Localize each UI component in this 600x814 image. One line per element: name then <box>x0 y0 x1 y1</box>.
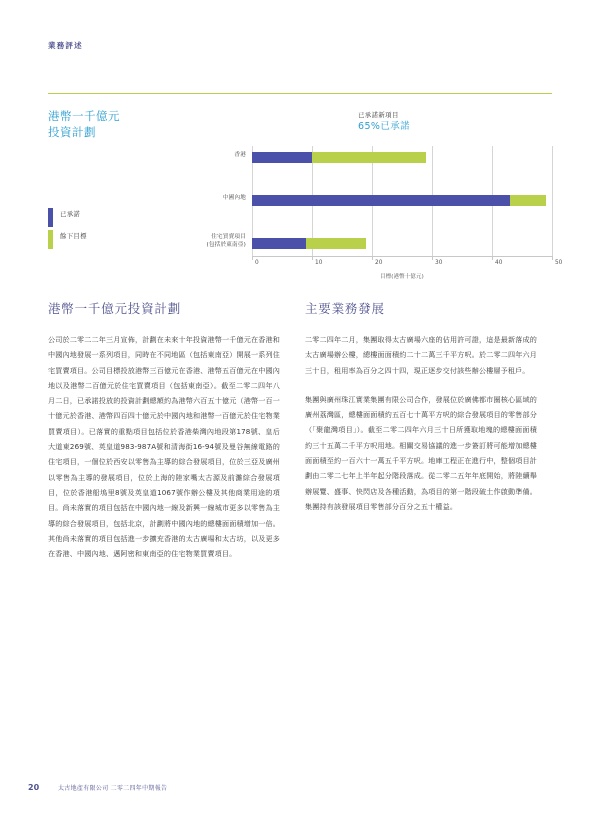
chart-tick-mark <box>492 256 493 260</box>
chart-bar-label-line2: (包括於東南亞) <box>206 241 246 248</box>
chart-title-line2: 投資計劃 <box>48 125 96 139</box>
chart-tick-label: 20 <box>375 260 383 266</box>
left-column <box>48 300 280 561</box>
chart-bar-track <box>252 152 552 163</box>
chart-bar-row <box>188 234 552 249</box>
chart-bar-row <box>188 195 552 206</box>
chart-annotation-line1: 已承諾新項目 <box>358 111 399 119</box>
legend-item-remaining <box>48 230 158 252</box>
chart-title <box>48 108 120 140</box>
left-column-paragraph: 公司於二零二二年三月宣佈，計劃在未來十年投資港幣一千億元在香港和中國內地發展一系列項目，同時在不同地區（包括東南亞）開展一系列住宅買賣項目。公司目標投放港幣三百億元在香港、港幣五百億元在中國內地以及港幣二百億元於住宅買賣項目（包括東南亞）。截至二零二四年八月二日，已承諾投放的投資計劃總額約為港幣六百五十億元（港幣一百一十億元於香港、港幣四百四十億元於中國內地和港幣一百億元於住宅物業買賣項目）。已落實的重點項目包括位於香港柴灣內地段第178號、皇后大道東269號、英皇道983-987A號和清海街16-94號及曼谷無線電路的住宅項目，一個位於西安以零售為主導的綜合發展項目，位於三亞及廣州以零售為主導的發展項目，位於上海的陸家嘴太古源及前灘綜合發展項目，位於香港船塢里8號及英皇道1067號作辦公樓及其他商業用途的項目。尚未落實的項目包括在中國內地一線及新興一線城市更多以零售為主導的綜合發展項目，包括北京，計劃將中國內地的總樓面面積增加一倍。其他尚未落實的項目包括進一步擴充香港的太古廣場和太古坊，以及更多在香港、中國內地、邁阿密和東南亞的住宅物業買賣項目。 <box>48 335 280 559</box>
chart-bar-label <box>188 234 246 249</box>
running-header: 業務評述 <box>48 41 83 50</box>
legend-label-remaining: 餘下目標 <box>60 232 87 240</box>
chart-bar-label-line1: 香港 <box>234 152 246 158</box>
legend-swatch-committed-icon <box>48 208 53 227</box>
legend-label-committed: 已承諾 <box>60 210 81 218</box>
right-column-paragraph: 集團與廣州珠江實業集團有限公司合作，發展位於廣佛都市圈核心區域的廣州荔灣區，總樓面面積約五百七十萬平方呎的綜合發展項目的零售部分（「聚龍灣項目」）。截至二零二四年六月三十日所獲取地塊的總樓面面積約三十五萬二千平方呎用地。相關交易協議的進一步簽訂將可能增加總樓面面積至約一百六十一萬五千平方呎。地庫工程正在進行中，整個項目計劃由二零二七年上半年起分階段落成。從二零二五年年底開始，將陸續舉辦展覽、盛事、快閃店及各種活動，為項目的第一階段破土作啟動準備。集團持有該發展項目零售部分百分之五十權益。 <box>305 394 537 511</box>
chart-annotation <box>358 110 548 133</box>
chart-bar-label-line1: 中國內地 <box>222 195 246 201</box>
chart-annotation-line2: 65%已承諾 <box>358 121 411 132</box>
chart-tick-label: 10 <box>315 260 323 266</box>
chart-tick-label: 0 <box>255 260 259 266</box>
chart-bar-segment-remaining <box>510 195 546 206</box>
chart-tick-mark <box>252 256 253 260</box>
legend-item-committed <box>48 208 158 230</box>
chart-bar-label <box>188 195 246 203</box>
header-divider-rule <box>48 93 552 94</box>
chart-x-axis-title: 目標(港幣十億元) <box>380 274 424 280</box>
footer-page-number: 20 <box>28 783 40 792</box>
chart-tick-label: 50 <box>554 260 563 266</box>
chart-bar-track <box>252 195 552 206</box>
chart-legend <box>48 208 158 252</box>
chart-bar-segment-remaining <box>306 238 366 249</box>
chart-tick-label: 30 <box>435 260 443 266</box>
chart-bar-segment-committed <box>252 152 312 163</box>
chart-bar-segment-committed <box>252 238 306 249</box>
chart-bar-label <box>188 152 246 160</box>
chart-plot-area <box>188 146 563 284</box>
right-column-heading: 主要業務發展 <box>305 301 385 316</box>
chart-bar-segment-remaining <box>312 152 426 163</box>
page-footer <box>28 783 167 792</box>
left-column-heading: 港幣一千億元投資計劃 <box>48 301 182 316</box>
chart-tick-mark <box>372 256 373 260</box>
chart-bar-track <box>252 238 552 249</box>
right-column-paragraph: 二零二四年二月，集團取得太古廣場六座的佔用許可證，這是最新落成的太古廣場辦公樓，總樓面面積約二十二萬三千平方呎。於二零二四年六月三十日，租用率為百分之四十四，現正逐步交付該些辦公樓層予租戶。 <box>305 335 537 375</box>
investment-plan-chart <box>48 104 563 284</box>
chart-bar-row <box>188 152 552 163</box>
chart-x-axis-line <box>252 256 552 257</box>
chart-tick-mark <box>552 256 553 260</box>
chart-tick-mark <box>432 256 433 260</box>
chart-title-line1: 港幣一千億元 <box>48 109 120 123</box>
chart-tick-label: 40 <box>495 260 503 266</box>
footer-report-title: 太古地產有限公司 二零二四年中期報告 <box>58 785 168 792</box>
chart-bar-label-line1: 住宅買賣項目 <box>211 234 246 240</box>
legend-swatch-remaining-icon <box>48 230 53 249</box>
right-column <box>305 300 537 514</box>
chart-tick-mark <box>312 256 313 260</box>
chart-gridline <box>552 146 553 256</box>
chart-bar-segment-committed <box>252 195 510 206</box>
